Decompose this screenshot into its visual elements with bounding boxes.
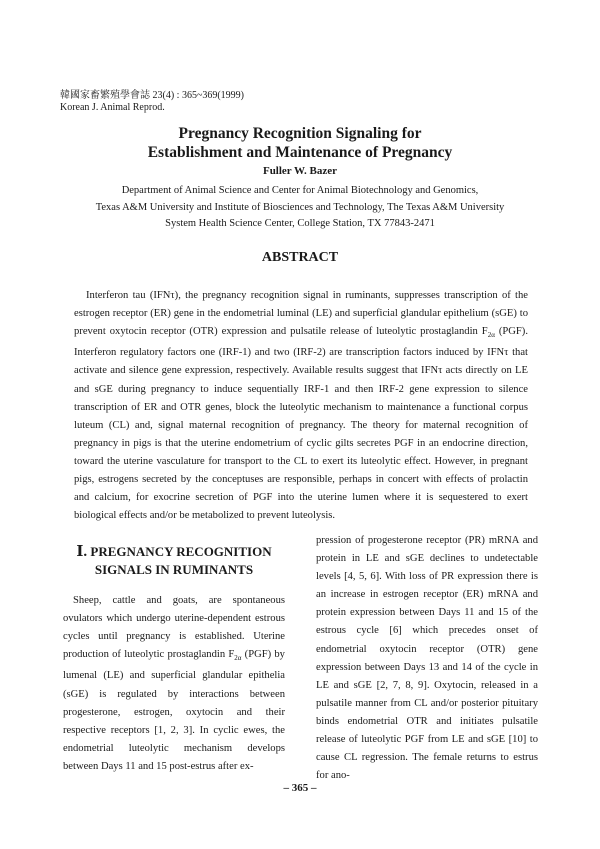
affiliation bbox=[0, 183, 600, 233]
paper-title-line-2: Establishment and Maintenance of Pregnancy bbox=[147, 144, 453, 161]
section-1-heading-line-1: PREGNANCY RECOGNITION bbox=[90, 544, 272, 559]
abstract-subscript: 2α bbox=[487, 331, 495, 340]
journal-citation bbox=[60, 90, 244, 114]
affiliation-line-3: System Health Science Center, College Station, TX 77843-2471 bbox=[165, 218, 435, 229]
journal-citation-english: Korean J. Animal Reprod. bbox=[60, 102, 165, 113]
section-1-number: Ⅰ. bbox=[76, 544, 88, 560]
section-1-subscript: 2α bbox=[234, 654, 242, 663]
right-column bbox=[316, 532, 538, 785]
section-1-paragraph-part-2: (PGF) by lumenal (LE) and superficial glandular epithelia (sGE) is regulated by interactions between progesterone, estrogen, oxytocin and their respective receptors [1, 2, 3]. In cyclic ewes, the endometrial luteolytic mechanism develops between Days 11 and 15 post-estrus after ex- bbox=[63, 649, 285, 772]
section-1-heading bbox=[63, 543, 285, 578]
journal-citation-korean: 韓國家畜繁殖學會誌 23(4) : 365~369(1999) bbox=[60, 90, 245, 101]
author-name: Fuller W. Bazer bbox=[262, 165, 338, 177]
affiliation-line-1: Department of Animal Science and Center for Animal Biotechnology and Genomics, bbox=[121, 185, 479, 196]
abstract-text-part-1: Interferon tau (IFNτ), the pregnancy recognition signal in ruminants, suppresses transcription of the estrogen receptor (ER) gene in the endometrial luminal (LE) and superficial glandular epithelium (sGE) to prevent oxytocin receptor (OTR) expression and pulsatile release of luteolytic prostaglandin F bbox=[74, 290, 528, 338]
affiliation-line-2: Texas A&M University and Institute of Biosciences and Technology, The Texas A&M University bbox=[95, 201, 505, 213]
left-column bbox=[63, 543, 285, 776]
section-1-paragraph-part-1: Sheep, cattle and goats, are spontaneous ovulators which undergo uterine-dependent estrous cycles until pregnancy is established. Uterine production of luteolytic prostaglandin F bbox=[63, 595, 285, 661]
right-column-paragraph: pression of progesterone receptor (PR) mRNA and protein in LE and sGE declines to undetectable levels [4, 5, 6]. With loss of PR expression there is an increase in estrogen receptor (ER) mRNA and protein expression between Days 11 and 15 of the estrous cycle [6] which precedes onset of endometrial oxytocin receptor (OTR) gene expression between Days 13 and 14 of the cycle in LE and sGE [2, 7, 8, 9]. Oxytocin, released in a pulsatile manner from CL and/or posterior pituitary binds endometrial OTR and initiates pulsatile release of luteolytic PGF from LE and sGE [10] to cause CL regression. The female returns to estrus for ano- bbox=[316, 535, 538, 782]
paper-title-line-1: Pregnancy Recognition Signaling for bbox=[178, 125, 422, 142]
abstract-text bbox=[74, 287, 528, 525]
abstract-heading: ABSTRACT bbox=[261, 250, 339, 265]
page-number: – 365 – bbox=[283, 782, 317, 794]
abstract-text-part-2: (PGF). Interferon regulatory factors one (IRF-1) and two (IRF-2) are transcription factors induced by IFNτ that activate and silence gene expression, respectively. Available results suggest that IFNτ acts directly on LE and sGE during pregnancy to induce sequentially IRF-1 and then IRF-2 gene expression to silence transcription of ER and OTR genes, block the luteolytic mechanism to maintenance a functional corpus luteum (CL) and, signal maternal recognition of pregnancy. The theory for maternal recognition of pregnancy in pigs is that the uterine endometrium of cyclic gilts secretes PGF in an endocrine direction, toward the uterine vasculature for transport to the CL to exert its luteolytic effect. However, in pregnant pigs, estrogens secreted by the conceptuses are responsible, perhaps in concert with effects of prolactin and calcium, for exocrine secretion of PGF into the uterine lumen where it is sequestered to exert biological effects and/or be metabolized to prevent luteolysis. bbox=[74, 326, 528, 522]
section-1-paragraph bbox=[63, 592, 285, 776]
section-1-heading-line-2: SIGNALS IN RUMINANTS bbox=[94, 562, 254, 577]
paper-title bbox=[0, 124, 600, 162]
